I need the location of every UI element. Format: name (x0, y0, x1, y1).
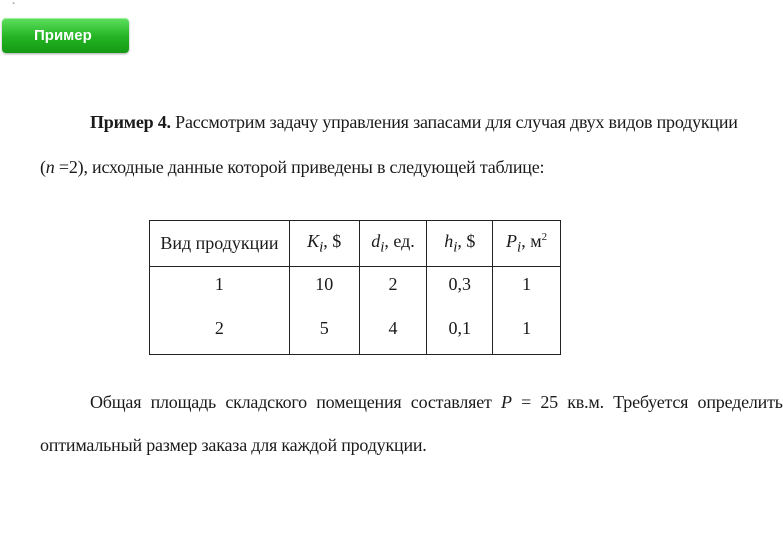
header-unit: , м (521, 230, 542, 251)
table-row (150, 303, 561, 355)
table-cell: 0,1 (427, 303, 493, 355)
header-h (427, 221, 493, 267)
var-p: P (500, 392, 512, 412)
paren-open: ( (40, 157, 46, 177)
problem-line-1 (90, 112, 738, 133)
header-unit: , ед. (384, 230, 415, 251)
table-cell: 1 (493, 303, 561, 355)
example-tag (2, 18, 129, 53)
conclusion-text-a: Общая площадь складского помещения составляет (90, 392, 501, 412)
example-tag-label: Пример (34, 27, 92, 44)
table-cell: 5 (289, 303, 359, 355)
table-cell: 2 (359, 267, 427, 303)
conclusion-line-1 (90, 392, 783, 413)
table-cell: 4 (359, 303, 427, 355)
header-k (289, 221, 359, 267)
table-header-row (150, 221, 561, 267)
header-text: Вид продукции (160, 233, 279, 253)
table-cell: 1 (493, 267, 561, 303)
header-subscript: i (453, 239, 458, 256)
header-superscript: 2 (541, 230, 548, 243)
table-cell: 0,3 (427, 267, 493, 303)
header-subscript: i (319, 239, 324, 256)
conclusion-line-2: оптимальный размер заказа для каждой продукции. (40, 435, 427, 455)
header-unit: , $ (323, 230, 342, 251)
header-product-type (150, 221, 290, 267)
header-symbol: K (307, 230, 320, 251)
header-p (493, 221, 561, 267)
problem-line-2 (40, 157, 544, 178)
problem-line-1-text: Рассмотрим задачу управления запасами для случая двух видов продукции (170, 112, 738, 132)
table-cell: 1 (214, 274, 224, 295)
header-subscript: i (517, 239, 522, 256)
table-row (150, 267, 561, 303)
corner-mark: ` (12, 2, 16, 13)
header-symbol: d (371, 230, 381, 251)
table-cell: 10 (289, 267, 359, 303)
problem-line-2-text: =2), исходные данные которой приведены в следующей таблице: (54, 157, 545, 177)
header-d (359, 221, 427, 267)
header-unit: , $ (457, 230, 476, 251)
data-table (149, 220, 561, 355)
header-symbol: P (506, 230, 518, 251)
header-subscript: i (380, 239, 385, 256)
header-symbol: h (444, 230, 454, 251)
example-number: Пример 4. (90, 112, 171, 132)
var-n: n (45, 157, 55, 177)
table-cell: 2 (214, 317, 224, 338)
conclusion-text-b: = 25 кв.м. Требуется определить (511, 392, 783, 412)
